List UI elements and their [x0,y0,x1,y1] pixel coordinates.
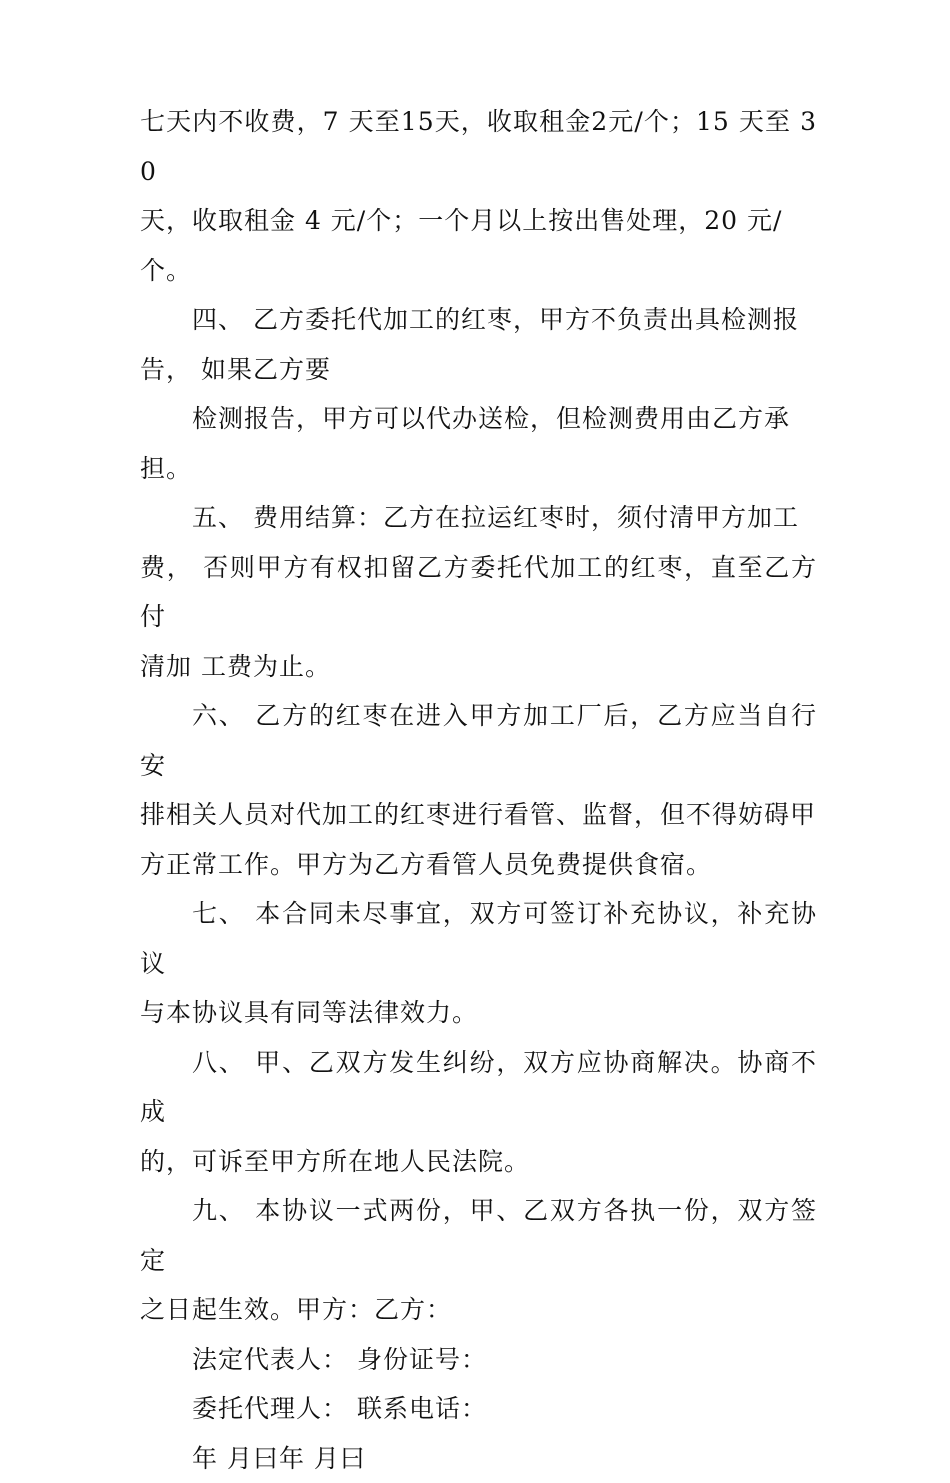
signature-block [140,1335,817,1483]
text-line: 告， 如果乙方要 [140,345,817,395]
text-line: 方正常工作。甲方为乙方看管人员免费提供食宿。 [140,840,817,890]
clause-9-paragraph [140,1186,817,1335]
text-line: 排相关人员对代加工的红枣进行看管、监督，但不得妨碍甲 [140,790,817,840]
text-line: 五、 费用结算：乙方在拉运红枣时，须付清甲方加工 [140,493,817,543]
text-line: 六、 乙方的红枣在进入甲方加工厂后，乙方应当自行安 [140,691,817,790]
fee-terms-paragraph [140,97,817,295]
signing-date-line: 年 月曰年 月曰 [140,1434,817,1483]
text-line: 八、 甲、乙双方发生纠纷，双方应协商解决。协商不成 [140,1038,817,1137]
legal-representative-line: 法定代表人： 身份证号： [140,1335,817,1385]
text-line: 七天内不收费，7 天至15天，收取租金2元/个；15 天至 30 [140,97,817,196]
text-line: 担。 [140,444,817,494]
clause-7-paragraph [140,889,817,1038]
text-line: 七、 本合同未尽事宜，双方可签订补充协议，补充协议 [140,889,817,988]
text-line: 与本协议具有同等法律效力。 [140,988,817,1038]
clause-8-paragraph [140,1038,817,1187]
clause-5-paragraph [140,493,817,691]
clause-6-paragraph [140,691,817,889]
clause-4-paragraph [140,295,817,493]
text-line: 之日起生效。甲方：乙方： [140,1285,817,1335]
authorized-agent-line: 委托代理人： 联系电话： [140,1384,817,1434]
text-line: 的，可诉至甲方所在地人民法院。 [140,1137,817,1187]
text-line: 检测报告，甲方可以代办送检，但检测费用由乙方承 [140,394,817,444]
text-line: 清加 工费为止。 [140,642,817,692]
text-line: 四、 乙方委托代加工的红枣，甲方不负责出具检测报 [140,295,817,345]
text-line: 个。 [140,246,817,296]
text-line: 费， 否则甲方有权扣留乙方委托代加工的红枣，直至乙方付 [140,543,817,642]
text-line: 天，收取租金 4 元/个；一个月以上按出售处理，20 元/ [140,196,817,246]
text-line: 九、 本协议一式两份，甲、乙双方各执一份，双方签定 [140,1186,817,1285]
